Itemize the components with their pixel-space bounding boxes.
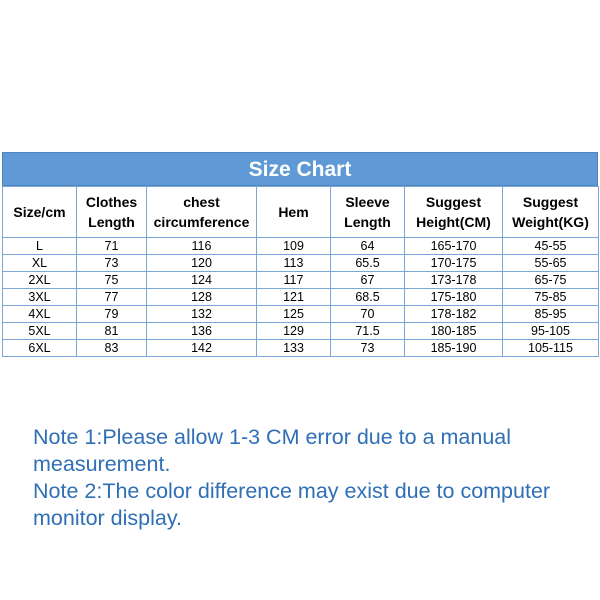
table-cell: 67 xyxy=(331,272,405,289)
table-cell: 4XL xyxy=(3,306,77,323)
header-suggest-weight xyxy=(503,187,599,238)
header-line: Clothes xyxy=(85,194,138,210)
header-line: Length xyxy=(88,214,135,230)
table-row xyxy=(3,340,599,357)
table-header-row xyxy=(3,187,599,238)
table-cell: 3XL xyxy=(3,289,77,306)
table-row xyxy=(3,238,599,255)
table-cell: 133 xyxy=(257,340,331,357)
table-cell: 55-65 xyxy=(503,255,599,272)
size-chart-title: Size Chart xyxy=(2,152,598,186)
table-cell: 75-85 xyxy=(503,289,599,306)
header-sleeve-length xyxy=(331,187,405,238)
header-chest-circumference xyxy=(147,187,257,238)
table-cell: 170-175 xyxy=(405,255,503,272)
table-cell: 175-180 xyxy=(405,289,503,306)
header-line: Suggest xyxy=(425,194,482,210)
table-cell: 83 xyxy=(77,340,147,357)
table-row xyxy=(3,289,599,306)
table-row xyxy=(3,306,599,323)
table-cell: 121 xyxy=(257,289,331,306)
table-cell: 165-170 xyxy=(405,238,503,255)
table-cell: 45-55 xyxy=(503,238,599,255)
table-cell: XL xyxy=(3,255,77,272)
table-row xyxy=(3,272,599,289)
table-cell: 65-75 xyxy=(503,272,599,289)
table-cell: 5XL xyxy=(3,323,77,340)
table-cell: 68.5 xyxy=(331,289,405,306)
table-cell: 136 xyxy=(147,323,257,340)
table-cell: 65.5 xyxy=(331,255,405,272)
header-clothes-length xyxy=(77,187,147,238)
table-cell: 73 xyxy=(331,340,405,357)
size-table xyxy=(2,186,599,357)
size-chart xyxy=(2,152,598,357)
header-suggest-height xyxy=(405,187,503,238)
table-cell: 178-182 xyxy=(405,306,503,323)
table-cell: 73 xyxy=(77,255,147,272)
header-line: Length xyxy=(344,214,391,230)
table-cell: 64 xyxy=(331,238,405,255)
table-cell: 70 xyxy=(331,306,405,323)
header-line: Hem xyxy=(278,204,309,220)
header-line: circumference xyxy=(153,214,250,230)
table-cell: 81 xyxy=(77,323,147,340)
note-1: Note 1:Please allow 1-3 CM error due to a manual measurement. xyxy=(33,425,512,476)
table-row xyxy=(3,255,599,272)
header-line: chest xyxy=(183,194,220,210)
table-cell: 125 xyxy=(257,306,331,323)
note-2: Note 2:The color difference may exist due to computer monitor display. xyxy=(33,479,551,530)
header-line: Sleeve xyxy=(345,194,390,210)
table-row xyxy=(3,323,599,340)
header-line: Height(CM) xyxy=(416,214,491,230)
table-cell: 85-95 xyxy=(503,306,599,323)
header-line: Weight(KG) xyxy=(512,214,589,230)
table-cell: 113 xyxy=(257,255,331,272)
table-cell: 79 xyxy=(77,306,147,323)
notes xyxy=(33,424,593,532)
table-cell: 105-115 xyxy=(503,340,599,357)
table-cell: 71 xyxy=(77,238,147,255)
table-cell: 173-178 xyxy=(405,272,503,289)
table-cell: 75 xyxy=(77,272,147,289)
table-cell: 142 xyxy=(147,340,257,357)
table-cell: 117 xyxy=(257,272,331,289)
table-cell: 120 xyxy=(147,255,257,272)
table-cell: 180-185 xyxy=(405,323,503,340)
header-line: Size/cm xyxy=(13,204,66,220)
header-hem xyxy=(257,187,331,238)
header-size xyxy=(3,187,77,238)
table-cell: L xyxy=(3,238,77,255)
table-cell: 129 xyxy=(257,323,331,340)
table-cell: 71.5 xyxy=(331,323,405,340)
table-cell: 109 xyxy=(257,238,331,255)
table-cell: 185-190 xyxy=(405,340,503,357)
table-cell: 77 xyxy=(77,289,147,306)
table-cell: 132 xyxy=(147,306,257,323)
table-cell: 128 xyxy=(147,289,257,306)
table-cell: 6XL xyxy=(3,340,77,357)
header-line: Suggest xyxy=(522,194,579,210)
table-cell: 95-105 xyxy=(503,323,599,340)
table-cell: 116 xyxy=(147,238,257,255)
table-cell: 124 xyxy=(147,272,257,289)
table-cell: 2XL xyxy=(3,272,77,289)
